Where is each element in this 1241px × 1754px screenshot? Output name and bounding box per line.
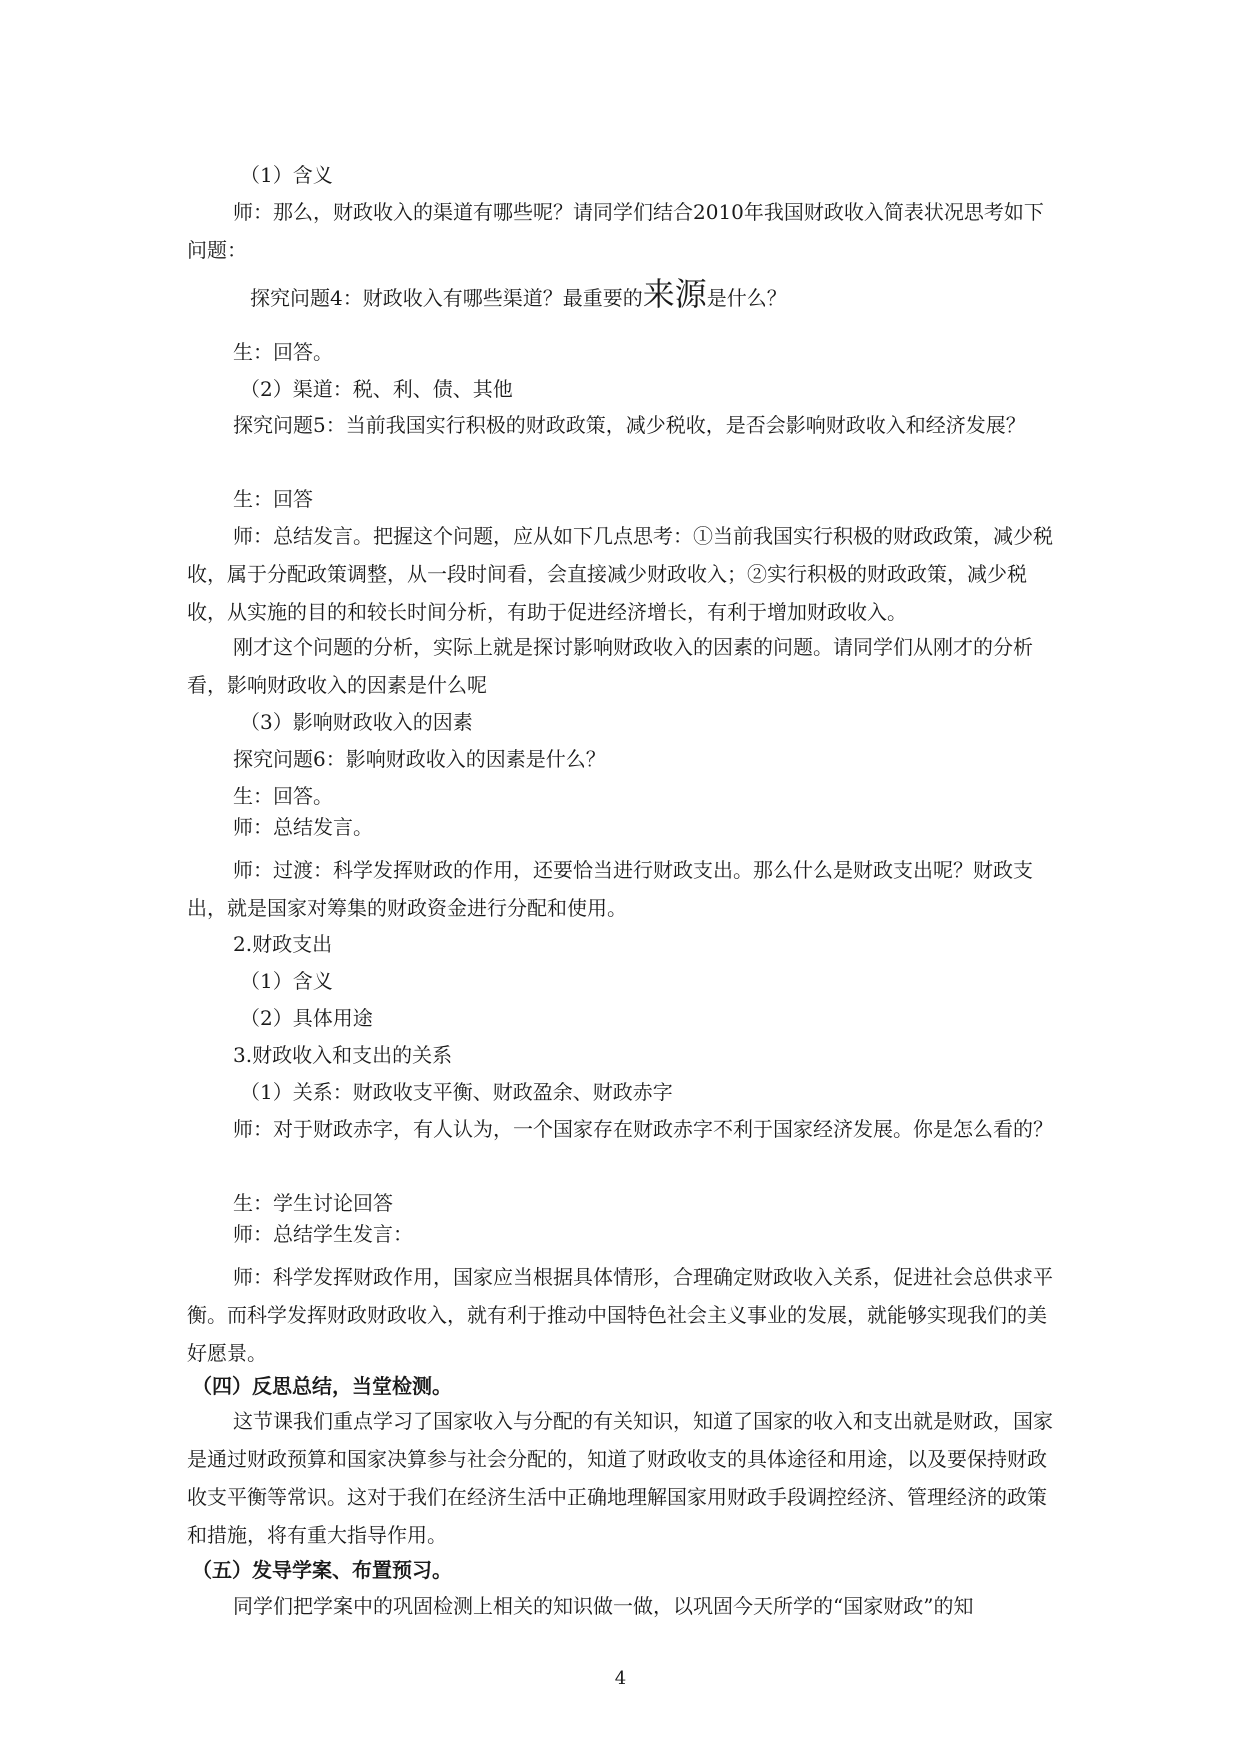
paragraph: （2）具体用途 — [240, 1006, 373, 1030]
section-heading: （五）发导学案、布置预习。 — [192, 1558, 452, 1582]
section-heading: （四）反思总结，当堂检测。 — [192, 1374, 452, 1398]
paragraph: 师：总结发言。 — [233, 815, 373, 839]
paragraph: 生：回答。 — [233, 340, 333, 364]
paragraph: 师：对于财政赤字，有人认为，一个国家存在财政赤字不利于国家经济发展。你是怎么看的？ — [233, 1117, 1053, 1141]
paragraph: 同学们把学案中的巩固检测上相关的知识做一做，以巩固今天所学的“国家财政”的知 — [233, 1594, 974, 1618]
paragraph: （2）渠道：税、利、债、其他 — [240, 377, 513, 401]
paragraph: （1）关系：财政收支平衡、财政盈余、财政赤字 — [240, 1080, 673, 1104]
inquiry-question-text: 探究问题4：财政收入有哪些渠道？最重要的 — [250, 286, 643, 310]
paragraph: 这节课我们重点学习了国家收入与分配的有关知识，知道了国家的收入和支出就是财政，国家是通过财政预算和国家决算参与社会分配的，知道了财政收支的具体途径和用途，以及要保持财政收支平衡等常识。这对于我们在经济生活中正确地理解国家用财政手段调控经济、管理经济的政策和措施，将有重大指导作用。 — [187, 1409, 1053, 1547]
emphasized-text: 来源 — [642, 275, 707, 313]
paragraph: 2.财政支出 — [233, 932, 333, 956]
inquiry-question-text: 是什么？ — [706, 286, 787, 310]
paragraph: 师：科学发挥财政作用，国家应当根据具体情形，合理确定财政收入关系，促进社会总供求平衡。而科学发挥财政财政收入，就有利于推动中国特色社会主义事业的发展，就能够实现我们的美好愿景。 — [187, 1265, 1053, 1365]
paragraph: （1）含义 — [240, 969, 333, 993]
page-number: 4 — [614, 1668, 627, 1689]
paragraph: 师：总结发言。把握这个问题，应从如下几点思考：①当前我国实行积极的财政政策，减少税收，属于分配政策调整，从一段时间看，会直接减少财政收入；②实行积极的财政政策，减少税收，从实施的目的和较长时间分析，有助于促进经济增长，有利于增加财政收入。 — [187, 524, 1053, 624]
paragraph: （1）含义 — [240, 163, 333, 187]
inquiry-question-4 — [250, 275, 1120, 317]
paragraph: 刚才这个问题的分析，实际上就是探讨影响财政收入的因素的问题。请同学们从刚才的分析看，影响财政收入的因素是什么呢 — [187, 635, 1033, 697]
paragraph: 师：那么，财政收入的渠道有哪些呢？请同学们结合2010年我国财政收入简表状况思考如下问题： — [187, 200, 1044, 262]
paragraph: 探究问题6：影响财政收入的因素是什么？ — [233, 747, 606, 771]
paragraph: 生：学生讨论回答 — [233, 1191, 393, 1215]
paragraph: 师：过渡：科学发挥财政的作用，还要恰当进行财政支出。那么什么是财政支出呢？财政支出，就是国家对筹集的财政资金进行分配和使用。 — [187, 858, 1033, 920]
paragraph: （3）影响财政收入的因素 — [240, 710, 473, 734]
paragraph: 生：回答 — [233, 487, 313, 511]
paragraph: 生：回答。 — [233, 784, 333, 808]
paragraph: 探究问题5：当前我国实行积极的财政政策，减少税收，是否会影响财政收入和经济发展？ — [233, 413, 1026, 437]
paragraph: 师：总结学生发言： — [233, 1222, 413, 1246]
paragraph: 3.财政收入和支出的关系 — [233, 1043, 453, 1067]
